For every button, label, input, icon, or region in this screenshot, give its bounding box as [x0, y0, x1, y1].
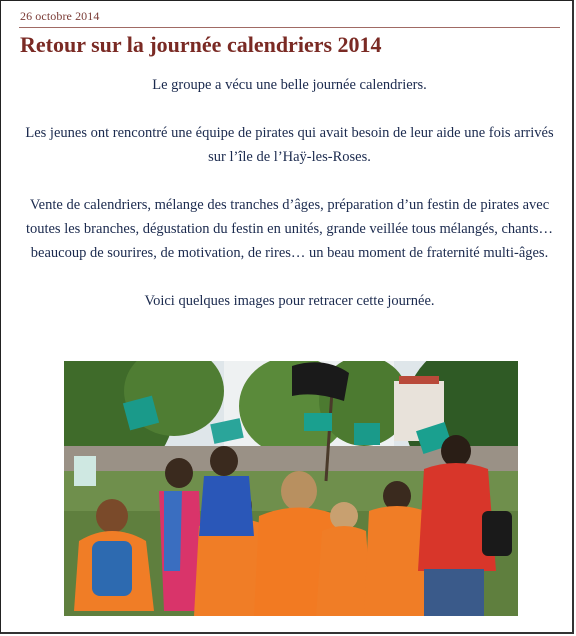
paragraph-images: Voici quelques images pour retracer cette journée. [144, 293, 435, 309]
title-divider [19, 27, 560, 28]
paragraph-pirates: Les jeunes ont rencontré une équipe de pirates qui avait besoin de leur aide une fois arrivés sur l’île de l’Haÿ-les-Roses. [25, 125, 554, 165]
post-body [19, 73, 560, 337]
paragraph-activities: Vente de calendriers, mélange des tranches d’âges, préparation d’un festin de pirates avec toutes les branches, dégustation du festin en unités, grande veillée tous mélangés, chants… beaucoup de sourires, de motivation, de rires… un beau moment de fraternité multi-âges. [25, 197, 554, 261]
scouts-group-photo[interactable] [64, 361, 518, 616]
post-title[interactable]: Retour sur la journée calendriers 2014 [20, 32, 382, 57]
post-date: 26 octobre 2014 [20, 9, 100, 23]
paragraph-intro: Le groupe a vécu une belle journée calendriers. [152, 77, 427, 93]
